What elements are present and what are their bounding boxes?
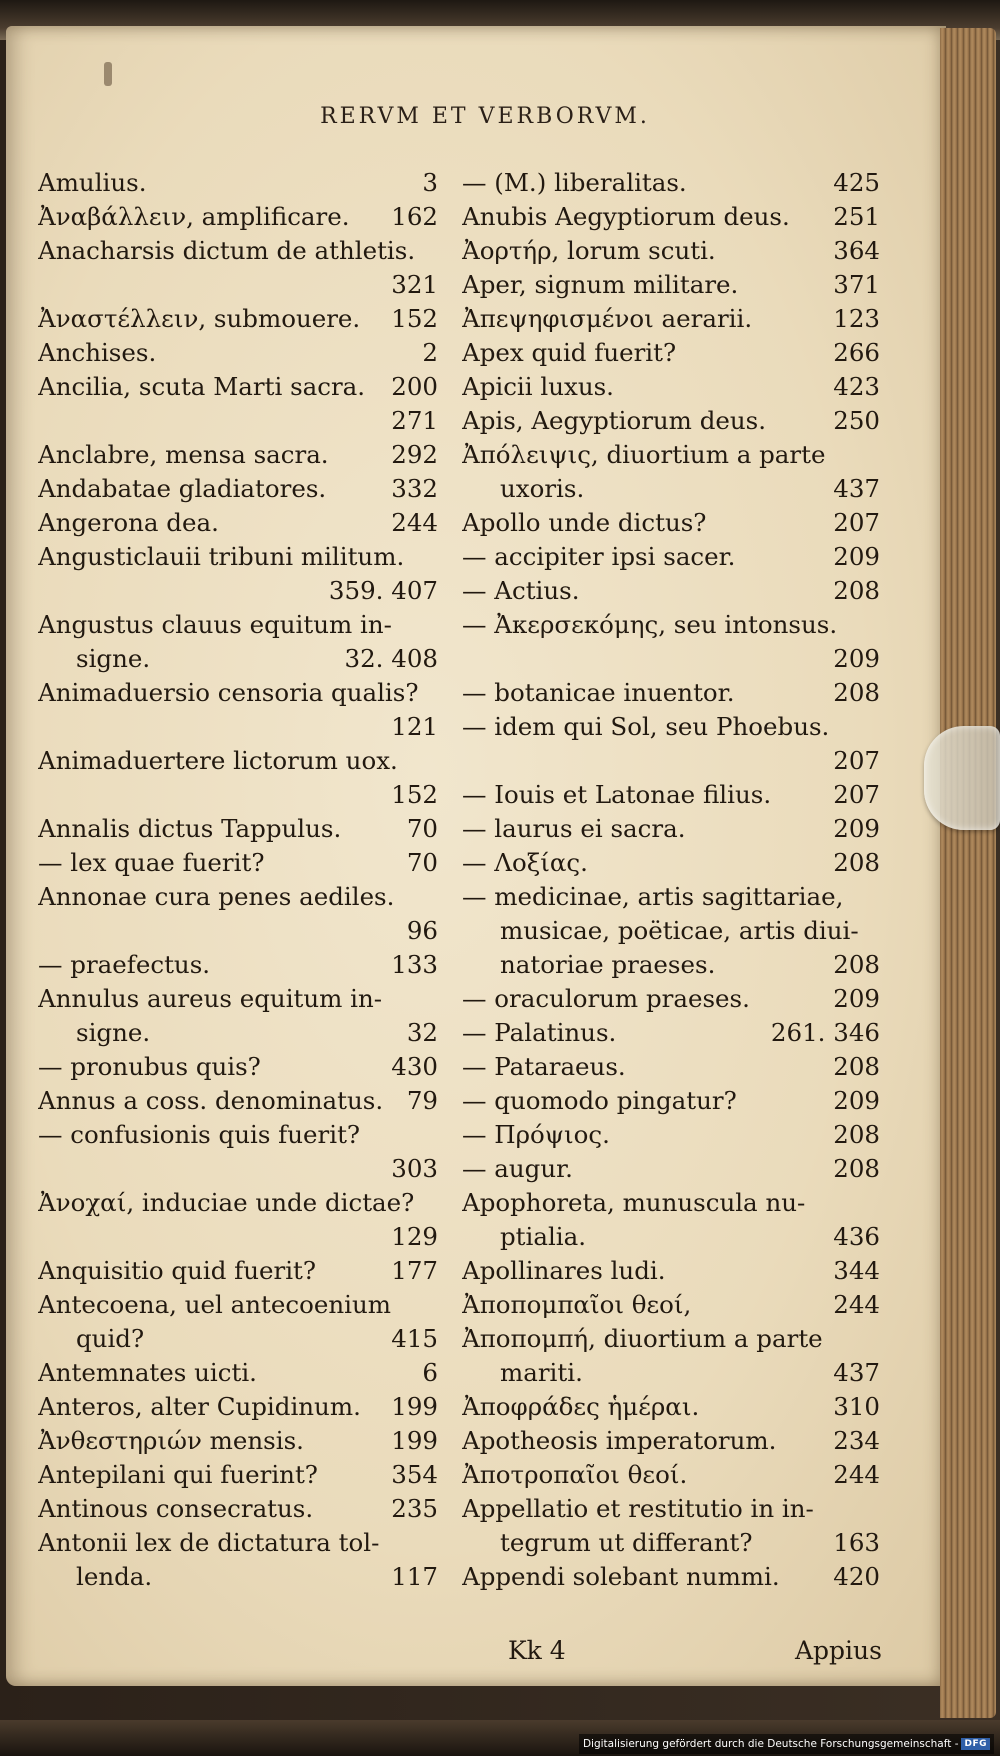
catchword: Appius bbox=[795, 1636, 882, 1665]
entry-text: Annonae cura penes aediles. bbox=[38, 882, 395, 911]
entry-page-number: 162 bbox=[391, 202, 438, 231]
index-entry bbox=[462, 812, 880, 846]
entry-text: Ἀνθεστηριών mensis. bbox=[38, 1426, 304, 1455]
entry-page-number: 436 bbox=[833, 1222, 880, 1251]
index-entry bbox=[38, 1152, 438, 1186]
entry-text: — Pataraeus. bbox=[462, 1052, 626, 1081]
index-entry bbox=[38, 200, 438, 234]
entry-page-number: 415 bbox=[391, 1324, 438, 1353]
entry-text: — laurus ei sacra. bbox=[462, 814, 686, 843]
entry-page-number: 200 bbox=[391, 372, 438, 401]
entry-text: Ἀναβάλλειν, amplificare. bbox=[38, 202, 350, 231]
entry-page-number: 209 bbox=[833, 644, 880, 673]
entry-text: Apollo unde dictus? bbox=[462, 508, 707, 537]
index-entry bbox=[462, 1356, 880, 1390]
entry-text: Antemnates uicti. bbox=[38, 1358, 257, 1387]
entry-text: Annalis dictus Tappulus. bbox=[38, 814, 342, 843]
index-entry bbox=[38, 370, 438, 404]
entry-page-number: 292 bbox=[391, 440, 438, 469]
entry-text: signe. bbox=[76, 1018, 151, 1047]
entry-page-number: 235 bbox=[391, 1494, 438, 1523]
index-entry bbox=[462, 336, 880, 370]
entry-page-number: 32. 408 bbox=[344, 644, 438, 673]
entry-page-number: 209 bbox=[833, 814, 880, 843]
index-entry bbox=[38, 812, 438, 846]
running-header-text: RERVM ET VERBORVM. bbox=[320, 104, 650, 129]
entry-text: — oraculorum praeses. bbox=[462, 984, 750, 1013]
entry-text: — pronubus quis? bbox=[38, 1052, 261, 1081]
ink-smudge bbox=[104, 62, 112, 86]
entry-text: — (M.) liberalitas. bbox=[462, 168, 687, 197]
entry-text: Angusticlauii tribuni militum. bbox=[38, 542, 405, 571]
index-entry bbox=[38, 234, 438, 268]
entry-page-number: 207 bbox=[833, 780, 880, 809]
entry-text: Amulius. bbox=[38, 168, 147, 197]
entry-text: Annus a coss. denominatus. bbox=[38, 1086, 384, 1115]
entry-page-number: 163 bbox=[833, 1528, 880, 1557]
index-entry bbox=[462, 676, 880, 710]
index-entry bbox=[38, 710, 438, 744]
entry-text: — Palatinus. bbox=[462, 1018, 617, 1047]
index-entry bbox=[38, 1526, 438, 1560]
entry-page-number: 266 bbox=[833, 338, 880, 367]
index-entry bbox=[38, 540, 438, 574]
entry-page-number: 332 bbox=[391, 474, 438, 503]
entry-text: Animaduertere lictorum uox. bbox=[38, 746, 398, 775]
entry-page-number: 123 bbox=[833, 304, 880, 333]
entry-page-number: 437 bbox=[833, 474, 880, 503]
index-entry bbox=[462, 880, 880, 914]
index-entry bbox=[38, 1288, 438, 1322]
entry-text: — Iouis et Latonae filius. bbox=[462, 780, 772, 809]
entry-text: Ἀποπομπή, diuortium a parte bbox=[462, 1324, 823, 1353]
entry-page-number: 208 bbox=[833, 1154, 880, 1183]
entry-text: — confusionis quis fuerit? bbox=[38, 1120, 361, 1149]
entry-page-number: 70 bbox=[406, 814, 438, 843]
index-entry bbox=[462, 574, 880, 608]
index-entry bbox=[462, 1424, 880, 1458]
entry-text: Angerona dea. bbox=[38, 508, 219, 537]
entry-text: Apophoreta, munuscula nu- bbox=[462, 1188, 806, 1217]
index-entry bbox=[38, 166, 438, 200]
index-entry bbox=[462, 642, 880, 676]
index-entry bbox=[38, 846, 438, 880]
entry-page-number: 209 bbox=[833, 542, 880, 571]
index-entry bbox=[462, 1492, 880, 1526]
index-entry bbox=[462, 166, 880, 200]
index-entry bbox=[38, 1322, 438, 1356]
entry-page-number: 129 bbox=[391, 1222, 438, 1251]
entry-text: Antepilani qui fuerint? bbox=[38, 1460, 318, 1489]
entry-text: Ἀνοχαί, induciae unde dictae? bbox=[38, 1188, 415, 1217]
index-entry bbox=[38, 268, 438, 302]
entry-page-number: 423 bbox=[833, 372, 880, 401]
index-entry bbox=[38, 1458, 438, 1492]
entry-text: Anchises. bbox=[38, 338, 157, 367]
entry-page-number: 364 bbox=[833, 236, 880, 265]
entry-text: Ἀπεψηφισμένοι aerarii. bbox=[462, 304, 753, 333]
index-entry bbox=[38, 574, 438, 608]
entry-text: Anubis Aegyptiorum deus. bbox=[462, 202, 790, 231]
entry-page-number: 208 bbox=[833, 576, 880, 605]
entry-page-number: 208 bbox=[833, 848, 880, 877]
index-entry bbox=[38, 1390, 438, 1424]
index-entry bbox=[462, 1526, 880, 1560]
index-entry bbox=[462, 778, 880, 812]
index-entry bbox=[462, 438, 880, 472]
entry-text: — idem qui Sol, seu Phoebus. bbox=[462, 712, 830, 741]
entry-page-number: 152 bbox=[391, 780, 438, 809]
index-entry bbox=[38, 1424, 438, 1458]
index-entry bbox=[38, 948, 438, 982]
entry-page-number: 70 bbox=[406, 848, 438, 877]
entry-page-number: 199 bbox=[391, 1426, 438, 1455]
index-entry bbox=[462, 1186, 880, 1220]
entry-text: Anclabre, mensa sacra. bbox=[38, 440, 329, 469]
index-entry bbox=[38, 676, 438, 710]
entry-page-number: 437 bbox=[833, 1358, 880, 1387]
index-entry bbox=[462, 1118, 880, 1152]
entry-page-number: 208 bbox=[833, 1052, 880, 1081]
index-entry bbox=[462, 234, 880, 268]
entry-page-number: 177 bbox=[391, 1256, 438, 1285]
index-entry bbox=[38, 914, 438, 948]
entry-page-number: 208 bbox=[833, 678, 880, 707]
index-entry bbox=[462, 1220, 880, 1254]
entry-page-number: 6 bbox=[422, 1358, 438, 1387]
entry-text: — Actius. bbox=[462, 576, 580, 605]
index-entry bbox=[38, 1186, 438, 1220]
entry-text: natoriae praeses. bbox=[500, 950, 716, 979]
entry-page-number: 121 bbox=[391, 712, 438, 741]
entry-page-number: 3 bbox=[422, 168, 438, 197]
entry-text: Anquisitio quid fuerit? bbox=[38, 1256, 317, 1285]
entry-page-number: 117 bbox=[391, 1562, 438, 1591]
index-entry bbox=[38, 1118, 438, 1152]
index-entry bbox=[462, 506, 880, 540]
entry-text: — praefectus. bbox=[38, 950, 211, 979]
entry-text: — Λοξίας. bbox=[462, 848, 588, 877]
entry-page-number: 152 bbox=[391, 304, 438, 333]
index-entry bbox=[462, 710, 880, 744]
entry-page-number: 261. 346 bbox=[770, 1018, 880, 1047]
entry-text: Appellatio et restitutio in in- bbox=[462, 1494, 814, 1523]
index-entry bbox=[38, 982, 438, 1016]
index-entry bbox=[462, 1322, 880, 1356]
entry-text: musicae, poëticae, artis diui- bbox=[500, 916, 859, 945]
index-entry bbox=[462, 1458, 880, 1492]
entry-text: Annulus aureus equitum in- bbox=[38, 984, 383, 1013]
dfg-logo: DFG bbox=[961, 1738, 990, 1750]
index-entry bbox=[462, 1288, 880, 1322]
entry-page-number: 310 bbox=[833, 1392, 880, 1421]
entry-page-number: 303 bbox=[391, 1154, 438, 1183]
entry-page-number: 244 bbox=[391, 508, 438, 537]
entry-text: signe. bbox=[76, 644, 151, 673]
entry-page-number: 79 bbox=[406, 1086, 438, 1115]
index-entry bbox=[462, 982, 880, 1016]
entry-page-number: 207 bbox=[833, 746, 880, 775]
index-entry bbox=[38, 744, 438, 778]
entry-text: quid? bbox=[76, 1324, 145, 1353]
credit-text: Digitalisierung gefördert durch die Deutsche Forschungsgemeinschaft - bbox=[582, 1738, 959, 1750]
signature-mark: Kk 4 bbox=[508, 1636, 566, 1665]
entry-page-number: 2 bbox=[422, 338, 438, 367]
entry-page-number: 425 bbox=[833, 168, 880, 197]
index-entry bbox=[462, 268, 880, 302]
entry-text: Animaduersio censoria qualis? bbox=[38, 678, 419, 707]
index-entry bbox=[462, 1254, 880, 1288]
entry-text: Apex quid fuerit? bbox=[462, 338, 677, 367]
index-entry bbox=[462, 846, 880, 880]
index-entry bbox=[462, 370, 880, 404]
entry-page-number: 371 bbox=[833, 270, 880, 299]
entry-page-number: 420 bbox=[833, 1562, 880, 1591]
entry-text: Antonii lex de dictatura tol- bbox=[38, 1528, 380, 1557]
entry-text: Ἀποπομπαῖοι θεοί, bbox=[462, 1290, 692, 1319]
entry-text: mariti. bbox=[500, 1358, 583, 1387]
entry-text: Ἀναστέλλειν, submouere. bbox=[38, 304, 361, 333]
entry-text: Andabatae gladiatores. bbox=[38, 474, 327, 503]
entry-page-number: 251 bbox=[833, 202, 880, 231]
index-entry bbox=[38, 1560, 438, 1594]
index-column-left bbox=[38, 166, 438, 1594]
entry-text: — quomodo pingatur? bbox=[462, 1086, 737, 1115]
entry-text: Ἀποφράδες ἡμέραι. bbox=[462, 1392, 700, 1421]
entry-text: Angustus clauus equitum in- bbox=[38, 610, 392, 639]
entry-page-number: 321 bbox=[391, 270, 438, 299]
index-entry bbox=[38, 1356, 438, 1390]
entry-text: Apicii luxus. bbox=[462, 372, 614, 401]
index-entry bbox=[462, 302, 880, 336]
entry-text: Apotheosis imperatorum. bbox=[462, 1426, 777, 1455]
index-entry bbox=[38, 1492, 438, 1526]
index-entry bbox=[38, 608, 438, 642]
index-column-right bbox=[462, 166, 880, 1594]
entry-text: — Πρόψιος. bbox=[462, 1120, 610, 1149]
entry-text: ptialia. bbox=[500, 1222, 587, 1251]
index-entry bbox=[462, 744, 880, 778]
entry-page-number: 208 bbox=[833, 950, 880, 979]
entry-page-number: 250 bbox=[833, 406, 880, 435]
page-clip bbox=[924, 726, 1000, 830]
entry-text: Ἀορτήρ, lorum scuti. bbox=[462, 236, 716, 265]
index-entry bbox=[38, 1050, 438, 1084]
entry-page-number: 244 bbox=[833, 1290, 880, 1319]
index-entry bbox=[38, 336, 438, 370]
index-entry bbox=[38, 404, 438, 438]
index-entry bbox=[462, 608, 880, 642]
entry-page-number: 430 bbox=[391, 1052, 438, 1081]
book-fore-edge bbox=[940, 28, 996, 1718]
entry-page-number: 32 bbox=[406, 1018, 438, 1047]
entry-page-number: 209 bbox=[833, 984, 880, 1013]
entry-page-number: 354 bbox=[391, 1460, 438, 1489]
index-entry bbox=[462, 540, 880, 574]
entry-text: — accipiter ipsi sacer. bbox=[462, 542, 736, 571]
entry-text: Ancilia, scuta Marti sacra. bbox=[38, 372, 366, 401]
index-entry bbox=[38, 472, 438, 506]
entry-page-number: 199 bbox=[391, 1392, 438, 1421]
entry-text: — Ἀκερσεκόμης, seu intonsus. bbox=[462, 610, 838, 639]
index-entry bbox=[38, 1254, 438, 1288]
index-entry bbox=[462, 200, 880, 234]
entry-text: lenda. bbox=[76, 1562, 153, 1591]
entry-text: uxoris. bbox=[500, 474, 585, 503]
running-header bbox=[0, 104, 1000, 129]
index-entry bbox=[38, 642, 438, 676]
index-entry bbox=[38, 880, 438, 914]
entry-page-number: 244 bbox=[833, 1460, 880, 1489]
page-footer bbox=[486, 1636, 882, 1672]
entry-page-number: 271 bbox=[391, 406, 438, 435]
scan-bottom-band bbox=[0, 1720, 1000, 1756]
entry-page-number: 207 bbox=[833, 508, 880, 537]
entry-text: Apollinares ludi. bbox=[462, 1256, 666, 1285]
entry-text: Antinous consecratus. bbox=[38, 1494, 314, 1523]
index-entry bbox=[38, 778, 438, 812]
index-entry bbox=[462, 1016, 880, 1050]
digitization-credit bbox=[579, 1734, 994, 1754]
entry-text: Antecoena, uel antecoenium bbox=[38, 1290, 391, 1319]
index-entry bbox=[462, 1152, 880, 1186]
index-entry bbox=[462, 1560, 880, 1594]
index-entry bbox=[38, 438, 438, 472]
entry-text: Anacharsis dictum de athletis. bbox=[38, 236, 416, 265]
index-entry bbox=[462, 472, 880, 506]
index-entry bbox=[38, 506, 438, 540]
entry-text: tegrum ut differant? bbox=[500, 1528, 753, 1557]
index-entry bbox=[462, 1050, 880, 1084]
entry-page-number: 209 bbox=[833, 1086, 880, 1115]
entry-page-number: 234 bbox=[833, 1426, 880, 1455]
index-entry bbox=[38, 1016, 438, 1050]
entry-text: Aper, signum militare. bbox=[462, 270, 739, 299]
index-entry bbox=[38, 1220, 438, 1254]
entry-text: Anteros, alter Cupidinum. bbox=[38, 1392, 361, 1421]
index-entry bbox=[462, 404, 880, 438]
entry-page-number: 359. 407 bbox=[328, 576, 438, 605]
entry-text: Appendi solebant nummi. bbox=[462, 1562, 780, 1591]
entry-page-number: 96 bbox=[406, 916, 438, 945]
entry-text: — botanicae inuentor. bbox=[462, 678, 735, 707]
entry-text: Apis, Aegyptiorum deus. bbox=[462, 406, 767, 435]
entry-text: Ἀπόλειψις, diuortium a parte bbox=[462, 440, 826, 469]
index-entry bbox=[462, 914, 880, 948]
index-entry bbox=[38, 302, 438, 336]
index-entry bbox=[462, 1084, 880, 1118]
entry-page-number: 208 bbox=[833, 1120, 880, 1149]
entry-page-number: 344 bbox=[833, 1256, 880, 1285]
index-entry bbox=[462, 1390, 880, 1424]
entry-text: — augur. bbox=[462, 1154, 573, 1183]
entry-page-number: 133 bbox=[391, 950, 438, 979]
entry-text: Ἀποτροπαῖοι θεοί. bbox=[462, 1460, 688, 1489]
index-entry bbox=[462, 948, 880, 982]
index-entry bbox=[38, 1084, 438, 1118]
entry-text: — lex quae fuerit? bbox=[38, 848, 265, 877]
entry-text: — medicinae, artis sagittariae, bbox=[462, 882, 844, 911]
